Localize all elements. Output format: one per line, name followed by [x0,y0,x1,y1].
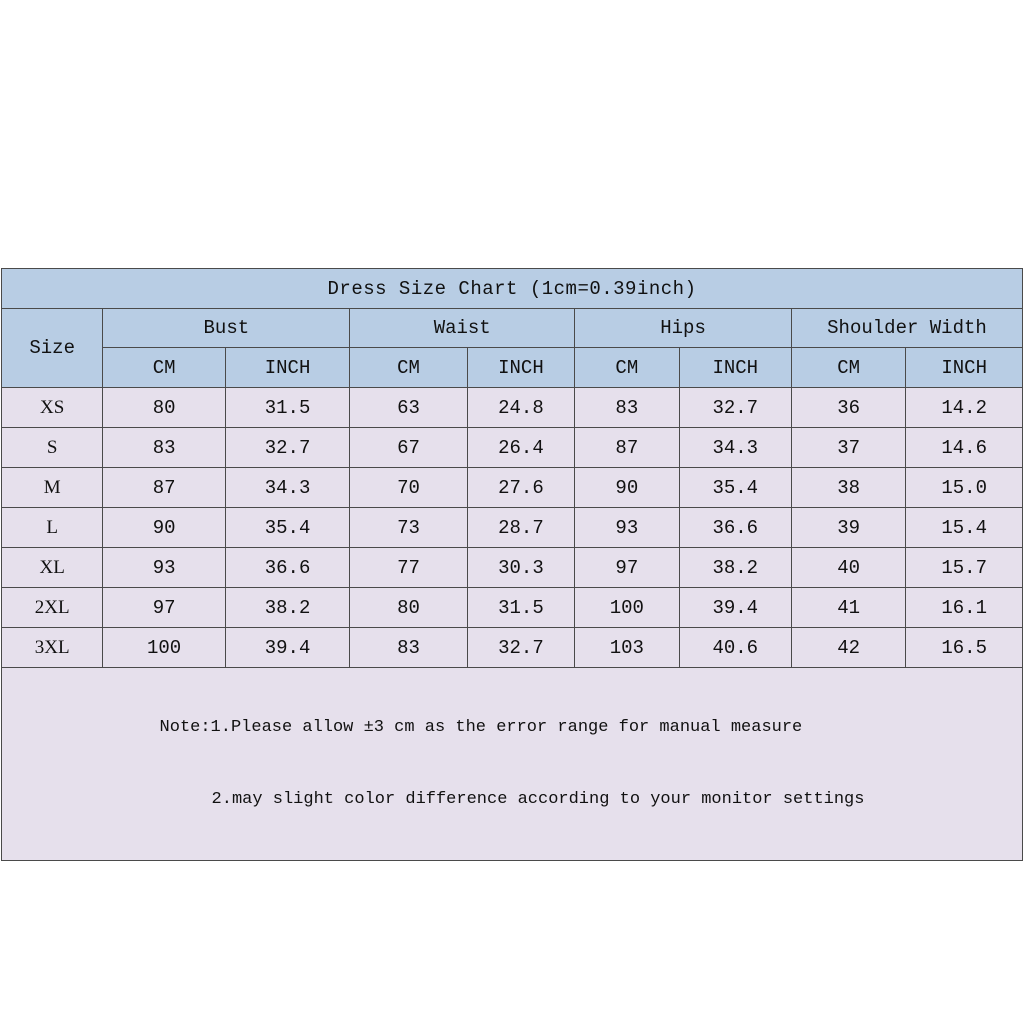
table-row [2,588,1023,628]
unit-header-inch: INCH [225,348,349,388]
value-cell: 100 [575,588,679,628]
size-cell: L [2,508,103,548]
value-cell: 39.4 [225,628,349,668]
table-row [2,428,1023,468]
unit-header-cm: CM [103,348,225,388]
value-cell: 14.6 [906,428,1023,468]
value-cell: 15.0 [906,468,1023,508]
unit-header-inch: INCH [906,348,1023,388]
value-cell: 35.4 [225,508,349,548]
value-cell: 38.2 [225,588,349,628]
value-cell: 36.6 [225,548,349,588]
value-cell: 38.2 [679,548,791,588]
value-cell: 97 [575,548,679,588]
value-cell: 31.5 [467,588,574,628]
value-cell: 36 [791,388,905,428]
value-cell: 77 [350,548,467,588]
size-cell: M [2,468,103,508]
table-row [2,548,1023,588]
value-cell: 90 [575,468,679,508]
note-line-1: Note:1.Please allow ±3 cm as the error range for manual measure [159,718,803,737]
group-header-hips: Hips [575,309,792,348]
value-cell: 30.3 [467,548,574,588]
value-cell: 15.7 [906,548,1023,588]
value-cell: 31.5 [225,388,349,428]
size-cell: 3XL [2,628,103,668]
size-cell: XL [2,548,103,588]
value-cell: 39 [791,508,905,548]
group-header-bust: Bust [103,309,350,348]
value-cell: 26.4 [467,428,574,468]
unit-header-inch: INCH [467,348,574,388]
value-cell: 24.8 [467,388,574,428]
value-cell: 67 [350,428,467,468]
value-cell: 34.3 [225,468,349,508]
group-header-shoulder-width: Shoulder Width [791,309,1022,348]
value-cell: 83 [103,428,225,468]
value-cell: 32.7 [679,388,791,428]
value-cell: 80 [103,388,225,428]
value-cell: 27.6 [467,468,574,508]
value-cell: 97 [103,588,225,628]
value-cell: 93 [575,508,679,548]
size-cell: 2XL [2,588,103,628]
value-cell: 73 [350,508,467,548]
value-cell: 87 [103,468,225,508]
table-row [2,508,1023,548]
table-row [2,628,1023,668]
value-cell: 83 [575,388,679,428]
value-cell: 70 [350,468,467,508]
value-cell: 40.6 [679,628,791,668]
value-cell: 36.6 [679,508,791,548]
size-chart-body [2,388,1023,668]
value-cell: 100 [103,628,225,668]
size-chart-container [1,268,1023,861]
chart-title: Dress Size Chart (1cm=0.39inch) [2,269,1023,309]
size-column-header: Size [2,309,103,388]
value-cell: 14.2 [906,388,1023,428]
unit-header-cm: CM [791,348,905,388]
value-cell: 41 [791,588,905,628]
value-cell: 35.4 [679,468,791,508]
note-block [160,668,865,860]
table-row [2,468,1023,508]
unit-header-cm: CM [575,348,679,388]
unit-header-cm: CM [350,348,467,388]
value-cell: 87 [575,428,679,468]
value-cell: 37 [791,428,905,468]
value-cell: 42 [791,628,905,668]
value-cell: 40 [791,548,905,588]
unit-header-inch: INCH [679,348,791,388]
note-cell [2,668,1023,861]
size-cell: S [2,428,103,468]
value-cell: 38 [791,468,905,508]
value-cell: 28.7 [467,508,574,548]
value-cell: 32.7 [467,628,574,668]
value-cell: 63 [350,388,467,428]
value-cell: 93 [103,548,225,588]
value-cell: 16.1 [906,588,1023,628]
table-row [2,388,1023,428]
size-chart-table [1,268,1023,861]
value-cell: 34.3 [679,428,791,468]
note-line-2: 2.may slight color difference according to your monitor settings [211,790,865,809]
value-cell: 80 [350,588,467,628]
size-cell: XS [2,388,103,428]
value-cell: 16.5 [906,628,1023,668]
value-cell: 39.4 [679,588,791,628]
value-cell: 83 [350,628,467,668]
value-cell: 32.7 [225,428,349,468]
value-cell: 103 [575,628,679,668]
value-cell: 90 [103,508,225,548]
group-header-waist: Waist [350,309,575,348]
value-cell: 15.4 [906,508,1023,548]
